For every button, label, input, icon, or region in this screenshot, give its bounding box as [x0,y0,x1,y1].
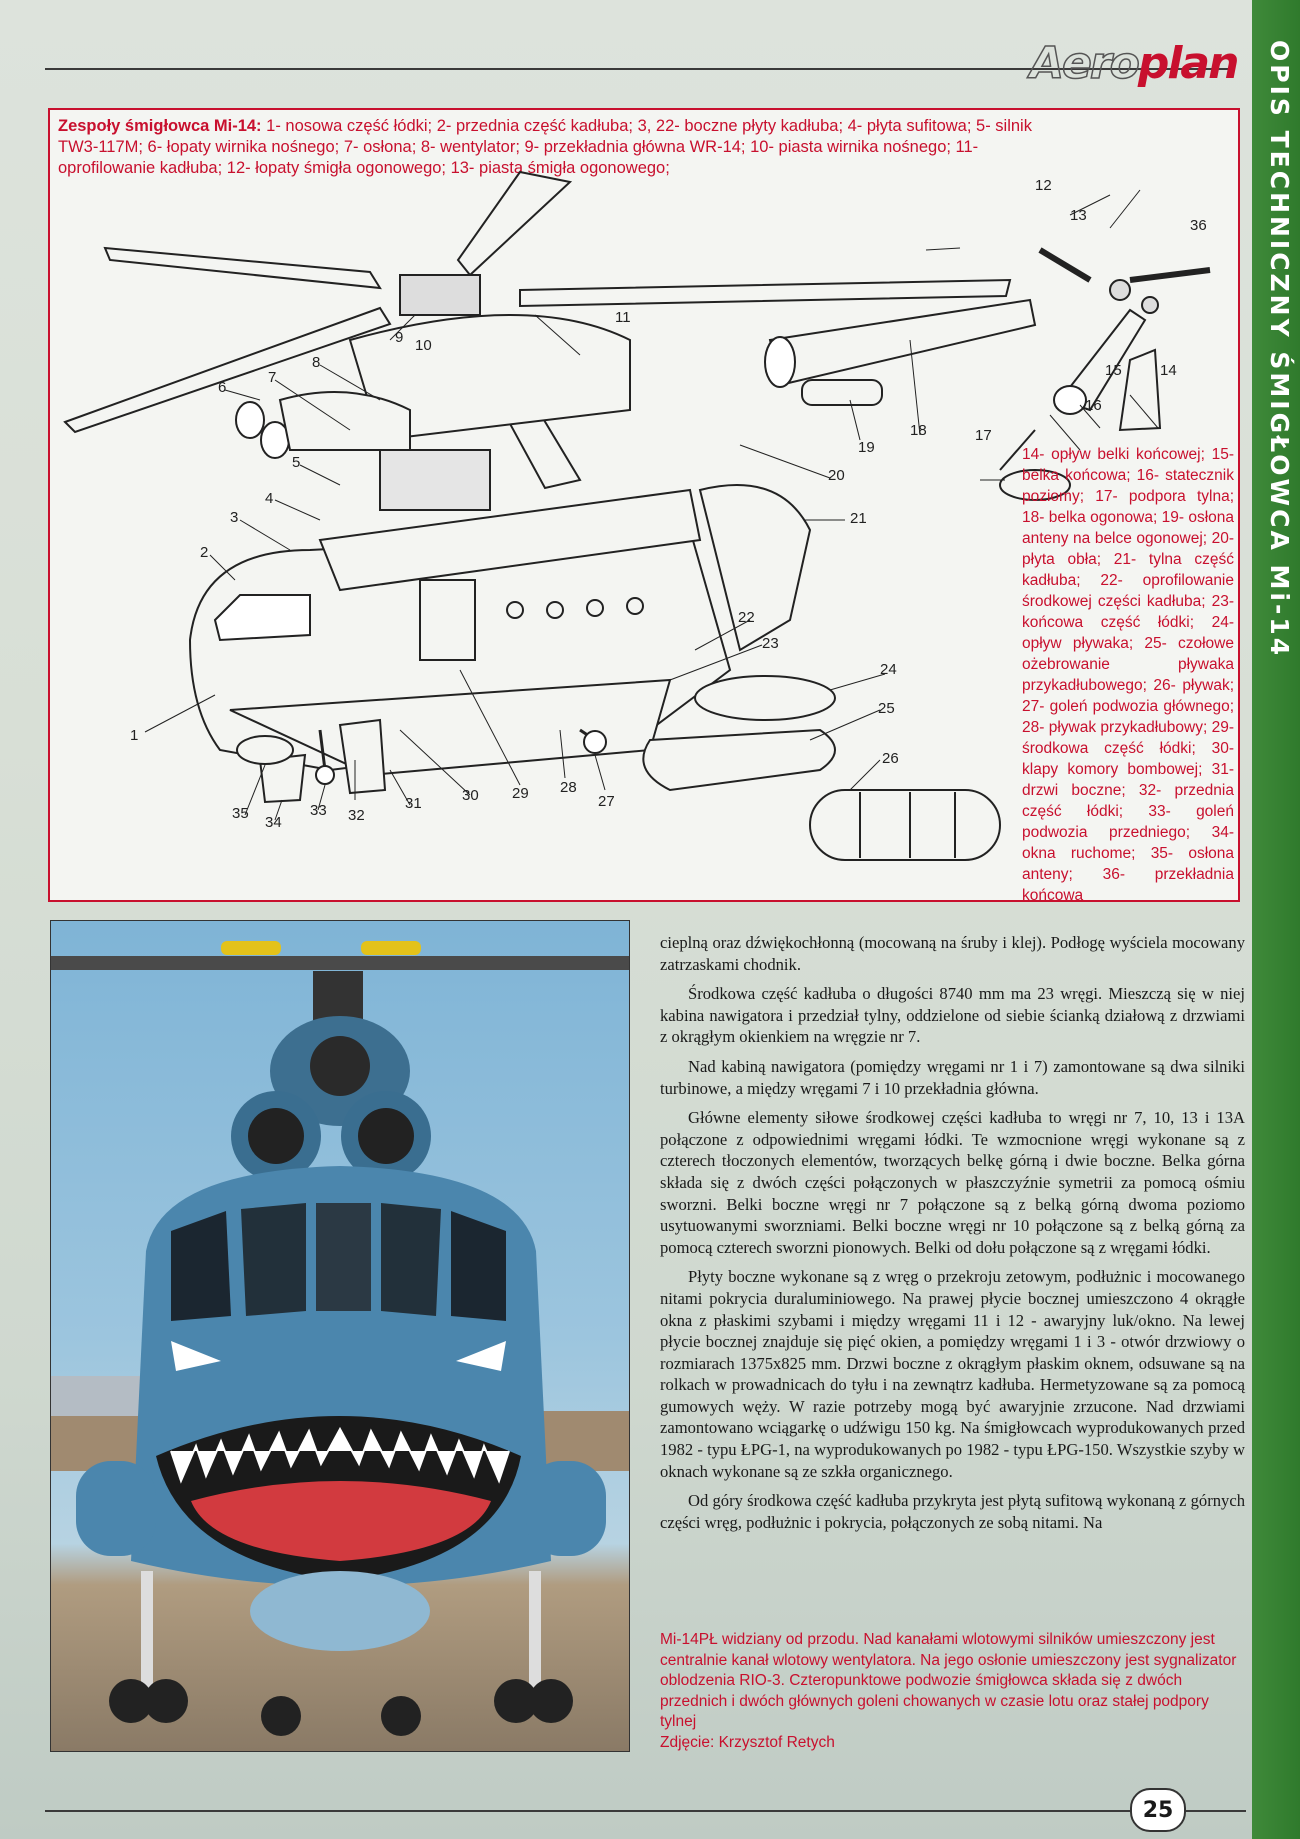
float-left [76,1461,156,1556]
engine-intake-left-inner [248,1108,304,1164]
part-number-33: 33 [310,802,327,819]
helicopter-photo [50,920,630,1752]
rotor-blade [51,956,629,970]
part-number-23: 23 [762,635,779,652]
float-fairing [695,676,835,720]
part-number-6: 6 [218,379,227,396]
photo-caption-text: Mi-14PŁ widziany od przodu. Nad kanałami wlotowymi silników umieszczony jest centralnie kanał wlotowy wentylatora. Na jego osłonie umieszczony jest sygnalizator oblodzenia RIO-3. Czteropunktowe podwozie śmigłowca składa się z dwóch przednich i dwóch głównych goleni chowanych w czasie lotu oraz stałej podpory tylnej [660,1631,1237,1730]
side-door [420,580,475,660]
part-number-31: 31 [405,795,422,812]
float-right [526,1461,606,1556]
main-gear-wheel [584,731,606,753]
part-number-5: 5 [292,454,301,471]
gear-left-wheel-2 [144,1679,188,1723]
part-number-13: 13 [1070,207,1087,224]
part-number-19: 19 [858,439,875,456]
cockpit-window-center-left [241,1203,306,1316]
article-body [660,932,1245,1541]
antenna-cover [237,736,293,764]
part-number-21: 21 [850,510,867,527]
diagram-caption-title: Zespoły śmigłowca Mi-14: [58,117,262,135]
part-number-9: 9 [395,329,404,346]
nose-gear-wheel [316,766,334,784]
nose-wheel-right [381,1696,421,1736]
part-number-35: 35 [232,805,249,822]
rotor-tip-right [361,941,421,955]
photo-credit: Zdjęcie: Krzysztof Retych [660,1733,835,1751]
exploded-diagram [48,108,1240,902]
tail-boom [770,300,1035,385]
part-number-16: 16 [1085,397,1102,414]
helicopter-front-view [51,921,629,1751]
tail-gearbox [1142,297,1158,313]
part-number-12: 12 [1035,177,1052,194]
part-number-27: 27 [598,793,615,810]
part-number-8: 8 [312,354,321,371]
tail-rotor-hub [1110,280,1130,300]
diagram-caption-text: 1- nosowa część łódki; 2- przednia część kadłuba; 3, 22- boczne płyty kadłuba; 4- płyta sufitowa; 5- silnik TW3-117M; 6- łopaty wirnika nośnego; 7- osłona; 8- wentylator; 9- przekładnia główna WR-14; 10- piasta wirnika nośnego; 11- oprofilowanie kadłuba; 12- łopaty śmigła ogonowego; 13- piasta śmigła ogonowego; [58,117,1032,177]
tail-fairing [1120,350,1160,430]
front-boat-section [340,720,385,793]
gear-left-strut [141,1571,153,1691]
photo-caption [660,1630,1248,1753]
article-paragraph: Środkowa część kadłuba o długości 8740 mm ma 23 wręgi. Mieszczą się w niej kabina nawigatora i przedział tylny, oddzielone od siebie ścianką działową z drzwiami z okrągłym okienkiem na wręgzie nr 7. [660,984,1245,1047]
part-number-34: 34 [265,814,282,831]
cockpit-window-center-right [381,1203,441,1316]
float [810,790,1000,860]
section-side-title: OPIS TECHNICZNY ŚMIGŁOWCA Mi-14 [1265,40,1294,659]
part-number-26: 26 [882,750,899,767]
part-number-11: 11 [615,309,631,326]
tail-antenna-cover [802,380,882,405]
rotor-tip-left [221,941,281,955]
main-gearbox [380,450,490,510]
part-number-17: 17 [975,427,992,444]
article-paragraph: Główne elementy siłowe środkowej części kadłuba to wręgi nr 7, 10, 13 i 13A połączone z odpowiednimi wręgami łódki. Te wzmocnione wręgi wykonane są z czterech tłoczonych elementów, tworzących belkę górną i dwie boczne. Belka górna składa się z dwóch części połączonych w płaszczyźnie symetrii za pomocą ośmiu sworzni. Belki boczne wręgi nr 7 połączone są z belką górną dwoma poziomo usytuowanymi sworzniami. Belki boczne wręgi nr 10 połączone są z belką górną za pomocą czterech sworzni pionowych. Belki od dołu połączone są z wręgami łódki. [660,1108,1245,1257]
part-number-29: 29 [512,785,529,802]
nose-wheel-left [261,1696,301,1736]
article-paragraph: Od góry środkowa część kadłuba przykryta jest płytą sufitową wykonaną z górnych części wręg, podłużnic i pokrycia, połączonych ze sobą nitami. Na [660,1491,1245,1532]
part-number-2: 2 [200,544,209,561]
part-number-18: 18 [910,422,927,439]
part-number-1: 1 [130,727,139,744]
part-number-32: 32 [348,807,365,824]
engine-cowl [280,392,410,450]
part-number-10: 10 [415,337,432,354]
nose-bottom [250,1571,430,1651]
diagram-legend: 14- opływ belki końcowej; 15- belka końcowa; 16- statecznik poziomy; 17- podpora tylna; 18- belka ogonowa; 19- osłona anteny na belce ogonowej; 20- płyta obła; 21- tylna część kadłuba; 22- oprofilowanie środkowej części kadłuba; 23- końcowa część łódki; 24- opływ pływaka; 25- czołowe ożebrowanie pływaka przykadłubowego; 26- pływak; 27- goleń podwozia głównego; 28- pływak przykadłubowy; 29- środkowa część łódki; 30- klapy komory bombowej; 31- drzwi boczne; 32- przednia część łódki; 33- goleń podwozia przedniego; 34- okna ruchome; 35- osłona anteny; 36- przekładnia końcowa [1022,446,1234,904]
part-number-24: 24 [880,661,897,678]
engine-intake-left [236,402,264,438]
part-number-20: 20 [828,467,845,484]
article-paragraph: Nad kabiną nawigatora (pomiędzy wręgami nr 1 i 7) zamontowane są dwa silniki turbinowe, a między wręgami 7 i 10 przekładnia główna. [660,1056,1245,1098]
part-number-3: 3 [230,509,239,526]
part-number-7: 7 [268,369,277,386]
float-front-rib [643,730,835,790]
tail-end-opening [1054,386,1086,414]
part-number-22: 22 [738,609,755,626]
page-number: 25 [1130,1788,1186,1832]
rotor-hub [400,275,480,315]
gear-right-strut [529,1571,541,1691]
part-number-4: 4 [265,490,274,507]
rotor-blade-left-upper [105,248,380,288]
cockpit-window-center [316,1203,371,1311]
part-number-15: 15 [1105,362,1122,379]
tail-rotor-blade-right [1130,270,1210,280]
part-number-36: 36 [1190,217,1207,234]
part-number-30: 30 [462,787,479,804]
fan-intake [310,1036,370,1096]
engine-intake-right-inner [358,1108,414,1164]
tail-rotor-blade-upper [1040,250,1090,280]
aeroplan-logo: Aeroplan [1030,38,1238,89]
article-paragraph: cieplną oraz dźwiękochłonną (mocowaną na śruby i klej). Podłogę wyściela mocowany zatrzaskami chodnik. [660,933,1245,974]
tail-boom-opening [765,337,795,387]
footer-rule [45,1810,1130,1812]
part-number-28: 28 [560,779,577,796]
rotor-blade-rear [458,172,570,275]
footer-rule-right [1186,1810,1246,1812]
article-paragraph: Płyty boczne wykonane są z wręg o przekroju zetowym, podłużnic i mocowanego nitami pokrycia duraluminiowego. Na prawej płycie bocznej umieszczono 4 okrągłe okna z płaskimi szybami i między wręgami 11 i 12 - awaryjny luk/okno. Na lewej płycie bocznej znajduje się pięć okien, a pomiędzy wręgami 1 i 3 - otwór drzwiowy o rozmiarach 1375x825 mm. Drzwi boczne z okrągłym płaskim oknem, odsuwane są na rolkach w prowadnicach do tyłu i na zewnątrz kadłuba. Hermetyzowane są za pomocą gumowych węży. W razie potrzeby mogą być awaryjnie zrzucone. Nad drzwiami zamontowano wciągarkę o udźwigu 150 kg. Na śmigłowcach wyprodukowanych przed 1982 - typu ŁPG-1, na wyprodukowanych po 1982 - typu ŁPG-150. Wszystkie szyby w oknach wykonane są ze szkła organicznego. [660,1267,1245,1481]
gear-right-wheel-2 [529,1679,573,1723]
part-number-25: 25 [878,700,895,717]
rotor-blade-right [520,280,1010,306]
part-number-14: 14 [1160,362,1177,379]
